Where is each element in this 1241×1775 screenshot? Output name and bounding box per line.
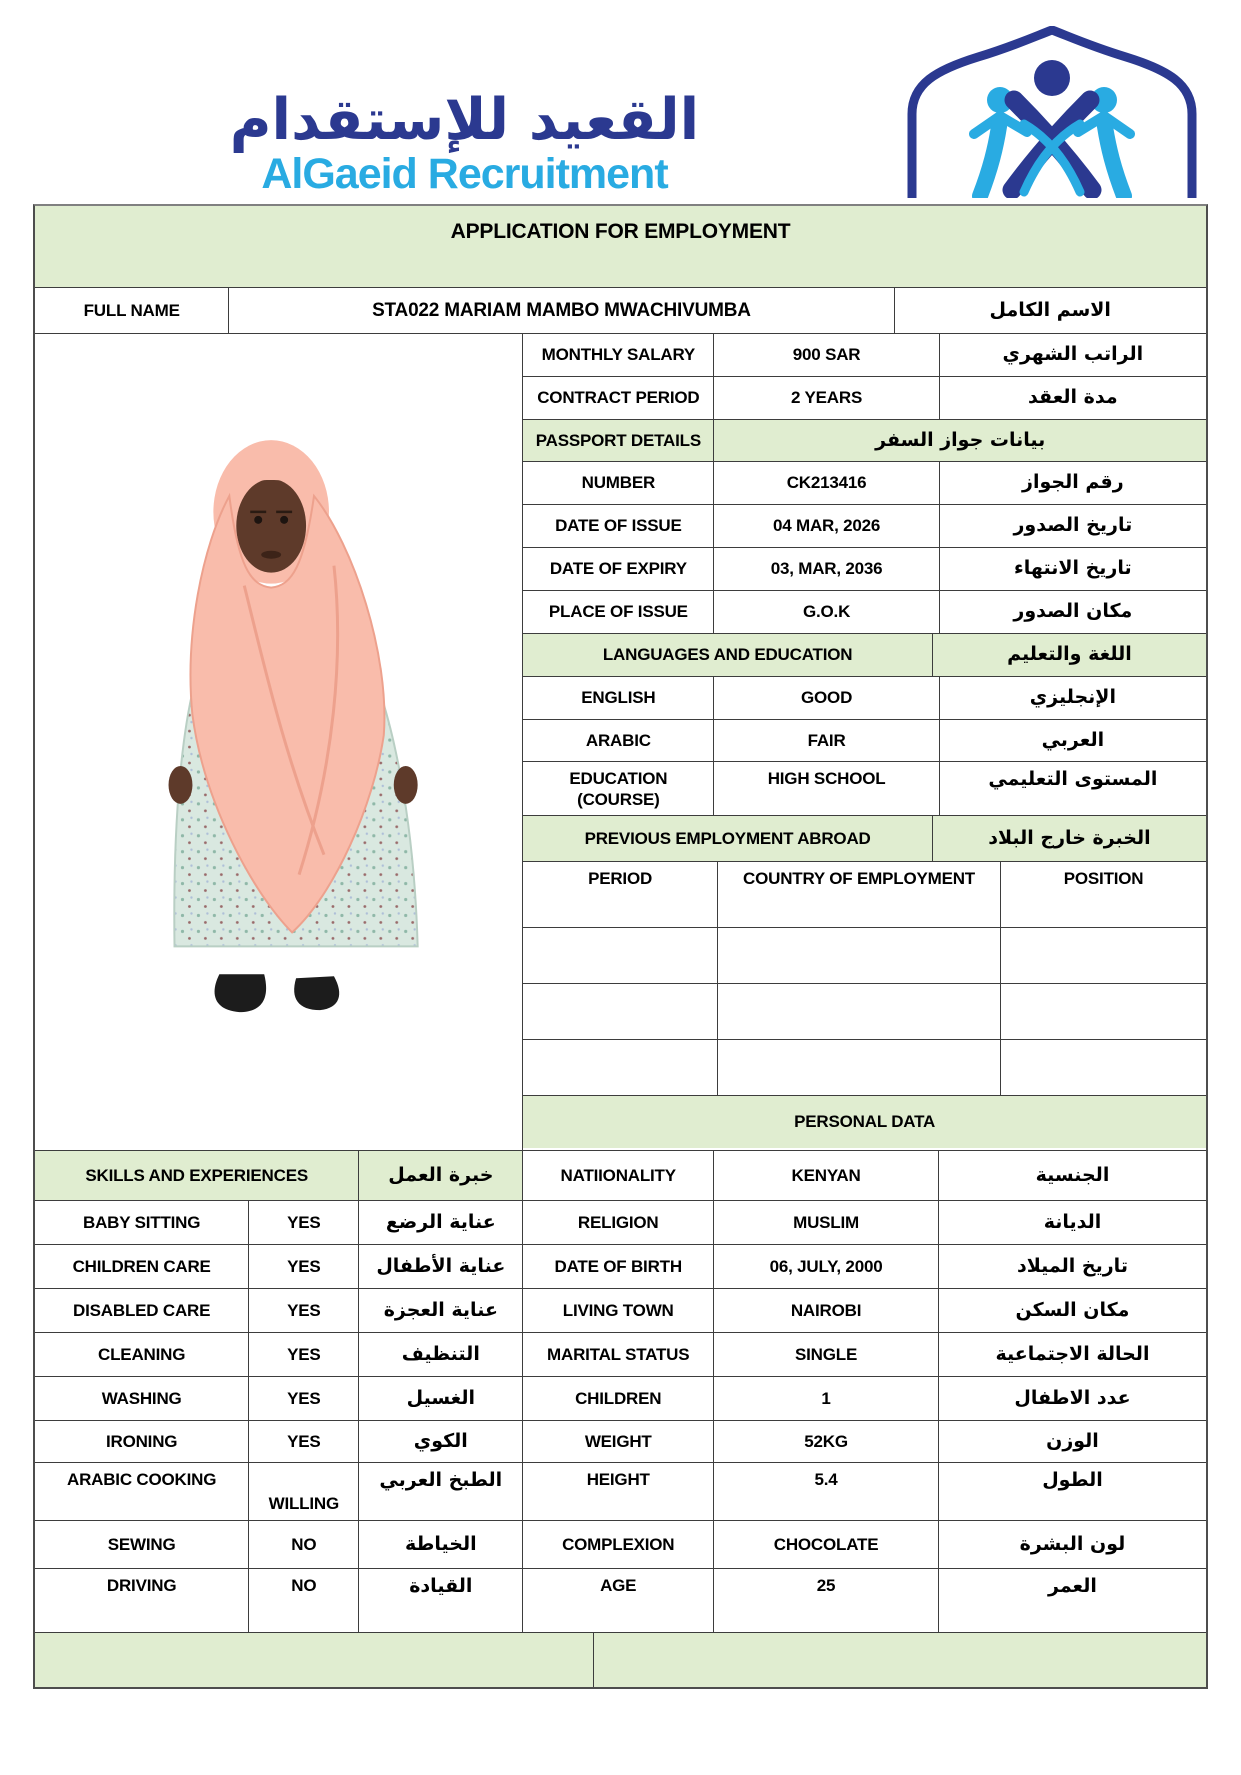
ironing-label: IRONING (35, 1421, 249, 1462)
disabled-care-label: DISABLED CARE (35, 1289, 249, 1332)
religion-value: MUSLIM (714, 1201, 939, 1244)
baby-sitting-label: BABY SITTING (35, 1201, 249, 1244)
place-of-issue-label: PLACE OF ISSUE (523, 591, 714, 633)
ironing-label-arabic: الكوي (359, 1421, 523, 1462)
contract-period-value: 2 YEARS (714, 377, 939, 419)
main-section (35, 334, 1206, 1151)
arabic-label: ARABIC (523, 720, 714, 761)
monthly-salary-label: MONTHLY SALARY (523, 334, 714, 376)
arabic-label-arabic: العربي (1041, 728, 1105, 751)
date-of-birth-label-arabic: تاريخ الميلاد (1016, 1254, 1128, 1277)
religion-label-arabic: الديانة (1043, 1210, 1102, 1233)
languages-section-label: LANGUAGES AND EDUCATION (523, 634, 933, 676)
washing-value: YES (249, 1377, 359, 1420)
baby-sitting-label-arabic: عناية الرضع (359, 1201, 523, 1244)
monthly-salary-value: 900 SAR (714, 334, 939, 376)
place-of-issue-label-arabic: مكان الصدور (1013, 600, 1133, 623)
place-of-issue-value: G.O.K (714, 591, 939, 633)
passport-number-label-arabic: رقم الجواز (1022, 471, 1124, 494)
country-column-header: COUNTRY OF EMPLOYMENT (718, 862, 1001, 927)
weight-label: WEIGHT (523, 1421, 714, 1462)
date-of-issue-value: 04 MAR, 2026 (714, 505, 939, 547)
period-empty-cell (523, 928, 718, 983)
driving-value: NO (249, 1569, 359, 1632)
marital-status-value: SINGLE (714, 1333, 939, 1376)
baby-sitting-religion-row (35, 1201, 1206, 1245)
period-column-header: PERIOD (523, 862, 718, 927)
previous-employment-empty-row (523, 984, 1206, 1040)
english-label: ENGLISH (523, 677, 714, 719)
arabic-cooking-height-row (35, 1463, 1206, 1521)
complexion-label-arabic: لون البشرة (1019, 1532, 1126, 1555)
height-label-arabic: الطول (1042, 1469, 1103, 1492)
complexion-label: COMPLEXION (523, 1521, 714, 1568)
date-of-expiry-row (523, 548, 1206, 591)
passport-number-value: CK213416 (714, 462, 939, 504)
passport-section-label: PASSPORT DETAILS (523, 420, 714, 461)
country-empty-cell (718, 928, 1001, 983)
disabled-care-living-town-row (35, 1289, 1206, 1333)
children-care-label: CHILDREN CARE (35, 1245, 249, 1288)
languages-section-label-arabic: اللغة والتعليم (933, 634, 1206, 676)
algaeid-logo-icon (896, 26, 1208, 198)
english-label-arabic: الإنجليزي (1029, 686, 1116, 709)
nationality-label: NATIIONALITY (523, 1151, 714, 1200)
children-label: CHILDREN (523, 1377, 714, 1420)
passport-number-label: NUMBER (523, 462, 714, 504)
height-label: HEIGHT (523, 1463, 714, 1520)
living-town-label-arabic: مكان السكن (1015, 1298, 1130, 1321)
position-empty-cell (1001, 928, 1206, 983)
cleaning-label-arabic: التنظيف (359, 1333, 523, 1376)
date-of-issue-label-arabic: تاريخ الصدور (1013, 514, 1133, 537)
skills-section-label-arabic: خبرة العمل (359, 1151, 523, 1200)
driving-age-row (35, 1569, 1206, 1633)
height-value: 5.4 (714, 1463, 939, 1520)
personal-data-section-label: PERSONAL DATA (523, 1096, 1206, 1148)
disabled-care-label-arabic: عناية العجزة (359, 1289, 523, 1332)
children-care-label-arabic: عناية الأطفال (359, 1245, 523, 1288)
arabic-cooking-label: ARABIC COOKING (35, 1463, 249, 1520)
brand-block (33, 87, 896, 198)
date-of-issue-row (523, 505, 1206, 548)
period-empty-cell (523, 1040, 718, 1095)
details-pane (523, 334, 1206, 1150)
cleaning-marital-status-row (35, 1333, 1206, 1377)
date-of-expiry-value: 03, MAR, 2036 (714, 548, 939, 590)
brand-name-english: AlGaeid Recruitment (261, 150, 668, 198)
arabic-cooking-value: WILLING (249, 1463, 359, 1520)
children-value: 1 (714, 1377, 939, 1420)
brand-name-arabic: القعيد للإستقدام (229, 87, 700, 154)
previous-employment-section-label-arabic: الخبرة خارج البلاد (933, 816, 1206, 861)
monthly-salary-row (523, 334, 1206, 377)
date-of-expiry-label: DATE OF EXPIRY (523, 548, 714, 590)
nationality-label-arabic: الجنسية (1035, 1163, 1110, 1186)
previous-employment-empty-row (523, 928, 1206, 984)
contract-period-row (523, 377, 1206, 420)
baby-sitting-value: YES (249, 1201, 359, 1244)
position-empty-cell (1001, 984, 1206, 1039)
cleaning-label: CLEANING (35, 1333, 249, 1376)
arabic-cooking-label-arabic: الطبخ العربي (359, 1463, 523, 1520)
arabic-value: FAIR (714, 720, 939, 761)
form-title-row (35, 206, 1206, 288)
washing-children-row (35, 1377, 1206, 1421)
previous-employment-section-label: PREVIOUS EMPLOYMENT ABROAD (523, 816, 933, 861)
disabled-care-value: YES (249, 1289, 359, 1332)
bottom-strip-left-cell (35, 1633, 594, 1687)
ironing-value: YES (249, 1421, 359, 1462)
application-table (33, 204, 1208, 1689)
bottom-green-strip (35, 1633, 1206, 1687)
country-empty-cell (718, 984, 1001, 1039)
contract-period-label: CONTRACT PERIOD (523, 377, 714, 419)
marital-status-label-arabic: الحالة الاجتماعية (995, 1342, 1150, 1365)
contract-period-label-arabic: مدة العقد (1028, 386, 1118, 409)
monthly-salary-label-arabic: الراتب الشهري (1002, 343, 1144, 366)
applicant-photo (35, 334, 523, 1150)
sewing-value: NO (249, 1521, 359, 1568)
date-of-birth-value: 06, JULY, 2000 (714, 1245, 939, 1288)
living-town-value: NAIROBI (714, 1289, 939, 1332)
passport-section-label-arabic: بيانات جواز السفر (714, 420, 1206, 461)
full-name-label: FULL NAME (35, 288, 229, 333)
sewing-label: SEWING (35, 1521, 249, 1568)
complexion-value: CHOCOLATE (714, 1521, 939, 1568)
passport-number-row (523, 462, 1206, 505)
education-label: EDUCATION (COURSE) (523, 762, 714, 815)
washing-label-arabic: الغسيل (359, 1377, 523, 1420)
letterhead (33, 20, 1208, 198)
religion-label: RELIGION (523, 1201, 714, 1244)
marital-status-label: MARITAL STATUS (523, 1333, 714, 1376)
passport-section-row (523, 420, 1206, 462)
period-empty-cell (523, 984, 718, 1039)
sewing-complexion-row (35, 1521, 1206, 1569)
living-town-label: LIVING TOWN (523, 1289, 714, 1332)
cleaning-value: YES (249, 1333, 359, 1376)
children-label-arabic: عدد الاطفال (1014, 1386, 1131, 1409)
languages-section-row (523, 634, 1206, 677)
full-name-value: STA022 MARIAM MAMBO MWACHIVUMBA (229, 288, 894, 333)
education-value: HIGH SCHOOL (714, 762, 939, 815)
nationality-value: KENYAN (714, 1151, 939, 1200)
country-empty-cell (718, 1040, 1001, 1095)
education-label-arabic: المستوى التعليمي (988, 768, 1158, 790)
age-label: AGE (523, 1569, 714, 1632)
form-title: APPLICATION FOR EMPLOYMENT (450, 220, 791, 243)
ironing-weight-row (35, 1421, 1206, 1463)
full-name-row (35, 288, 1206, 334)
driving-label: DRIVING (35, 1569, 249, 1632)
date-of-issue-label: DATE OF ISSUE (523, 505, 714, 547)
application-form-page (0, 20, 1241, 1689)
driving-label-arabic: القيادة (359, 1569, 523, 1632)
personal-data-section-row (523, 1096, 1206, 1148)
bottom-strip-right-cell (594, 1633, 1206, 1687)
lower-section (35, 1151, 1206, 1687)
sewing-label-arabic: الخياطة (359, 1521, 523, 1568)
previous-employment-header-row (523, 862, 1206, 928)
age-value: 25 (714, 1569, 939, 1632)
weight-value: 52KG (714, 1421, 939, 1462)
english-value: GOOD (714, 677, 939, 719)
previous-employment-empty-row (523, 1040, 1206, 1096)
position-empty-cell (1001, 1040, 1206, 1095)
position-column-header: POSITION (1063, 869, 1144, 888)
weight-label-arabic: الوزن (1046, 1429, 1099, 1452)
place-of-issue-row (523, 591, 1206, 634)
children-care-value: YES (249, 1245, 359, 1288)
age-label-arabic: العمر (1048, 1575, 1097, 1598)
date-of-expiry-label-arabic: تاريخ الانتهاء (1014, 557, 1132, 580)
arabic-row (523, 720, 1206, 762)
skills-header-row (35, 1151, 1206, 1201)
date-of-birth-label: DATE OF BIRTH (523, 1245, 714, 1288)
washing-label: WASHING (35, 1377, 249, 1420)
previous-employment-section-row (523, 816, 1206, 862)
children-care-dob-row (35, 1245, 1206, 1289)
skills-section-label: SKILLS AND EXPERIENCES (35, 1151, 359, 1200)
education-row (523, 762, 1206, 816)
english-row (523, 677, 1206, 720)
full-name-label-arabic: الاسم الكامل (989, 298, 1111, 321)
